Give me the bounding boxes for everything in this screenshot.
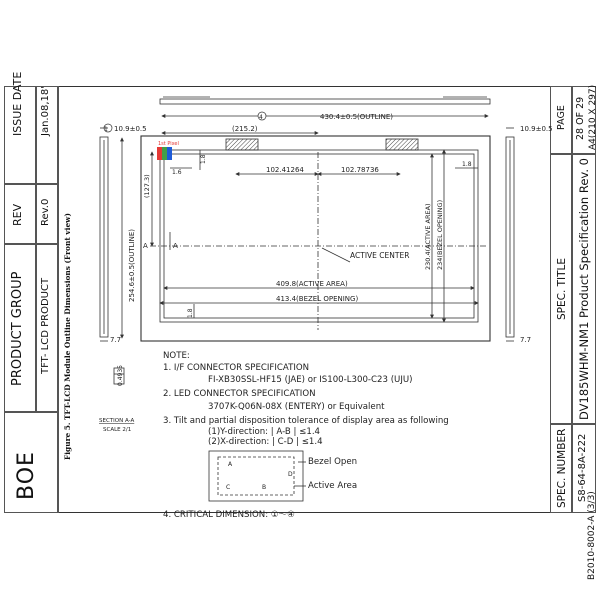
dim-109-left: 10.9±0.5 <box>114 125 147 133</box>
dim-234: 234(BEZEL OPENING) <box>436 199 444 270</box>
rev-label: REV <box>11 203 24 226</box>
circle-4-label: 4 <box>259 114 263 121</box>
issue-date-value: Jan.08,18' <box>40 86 51 136</box>
section-mark-a-left: A <box>143 242 148 250</box>
group-label: PRODUCT GROUP <box>10 271 25 386</box>
dim-109-right: 10.9±0.5 <box>520 125 553 133</box>
spec-title-label: SPEC. TITLE <box>556 257 568 320</box>
form-number: B2010-8002-A (3/3) <box>587 491 597 580</box>
figure-caption: Figure 5. TFT-LCD Module Outline Dimensions (Front view) <box>63 212 72 460</box>
tol-b: B <box>262 484 267 491</box>
dim-77-right: 7.7 <box>520 336 532 344</box>
note-3: 3. Tilt and partial disposition tolerance of display area as following <box>163 416 449 426</box>
note-title: NOTE: <box>163 351 190 361</box>
page-label: PAGE <box>556 105 567 130</box>
dim-413: 413.4(BEZEL OPENING) <box>276 295 359 303</box>
tol-c: C <box>226 484 231 491</box>
note-3b: (2)X-direction: | C-D | ≤1.4 <box>208 437 323 447</box>
active-area-label: Active Area <box>308 481 358 491</box>
active-center-label: ACTIVE CENTER <box>350 251 410 260</box>
spec-number-label: SPEC. NUMBER <box>556 428 568 508</box>
pixel-blue <box>167 147 172 160</box>
spec-number-value: S8-64-8A-222 <box>577 433 588 502</box>
dim-230: 230.4(ACTIVE AREA) <box>424 203 432 270</box>
pixel-green <box>162 147 167 160</box>
dim-18-right: 1.8 <box>462 161 472 168</box>
dim-16: 1.6 <box>172 169 182 176</box>
note-2a: 3707K-Q06N-08X (ENTERY) or Equivalent <box>208 402 385 412</box>
tol-d: D <box>288 471 293 478</box>
note-2: 2. LED CONNECTOR SPECIFICATION <box>163 389 316 399</box>
dim-127: (127.3) <box>143 174 151 198</box>
group-value: TFT- LCD PRODUCT <box>40 277 51 374</box>
dim-18-bottom: 1.8 <box>187 308 194 318</box>
top-view-strip <box>160 99 490 104</box>
connector-left <box>226 139 258 150</box>
circle-1-label: 1 <box>104 126 108 133</box>
connector-right <box>386 139 418 150</box>
bezel-open-label: Bezel Open <box>308 457 358 467</box>
dim-215: (215.2) <box>232 125 258 133</box>
paper-size: A4(210 X 297) <box>588 84 598 150</box>
issue-date-label: ISSUE DATE <box>11 71 24 136</box>
dim-409: 409.8(ACTIVE AREA) <box>276 280 348 288</box>
boe-logo: BOE <box>14 451 39 500</box>
section-dim: 0.4935 <box>117 365 124 386</box>
pixel-red <box>157 147 162 160</box>
section-label: SECTION A-A <box>99 418 135 424</box>
page-value: 28 OF 29 <box>575 96 586 140</box>
dim-18-top: 1.8 <box>200 154 207 164</box>
dim-outline-height: 254.6±0.5(OUTLINE) <box>128 228 136 302</box>
tol-a: A <box>228 461 233 468</box>
dim-102-a: 102.41264 <box>266 166 304 174</box>
dim-77-left: 7.7 <box>110 336 122 344</box>
spec-title-value: DV185WHM-NM1 Product Specification Rev. 0 <box>577 158 591 420</box>
rev-value: Rev.0 <box>40 198 51 226</box>
note-4: 4. CRITICAL DIMENSION: ①～④ <box>163 510 295 520</box>
note-1a: FI-XB30SSL-HF15 (JAE) or IS100-L300-C23 (UJU) <box>208 375 413 385</box>
note-3a: (1)Y-direction: | A-B | ≤1.4 <box>208 427 321 437</box>
note-1: 1. I/F CONNECTOR SPECIFICATION <box>163 363 310 373</box>
section-mark-a-right: A <box>173 242 178 250</box>
section-scale: SCALE 2/1 <box>103 427 132 433</box>
dim-102-b: 102.78736 <box>341 166 379 174</box>
first-pixel-label: 1st Pixel <box>158 141 179 147</box>
dim-outline-width: 430.4±0.5(OUTLINE) <box>320 113 394 121</box>
